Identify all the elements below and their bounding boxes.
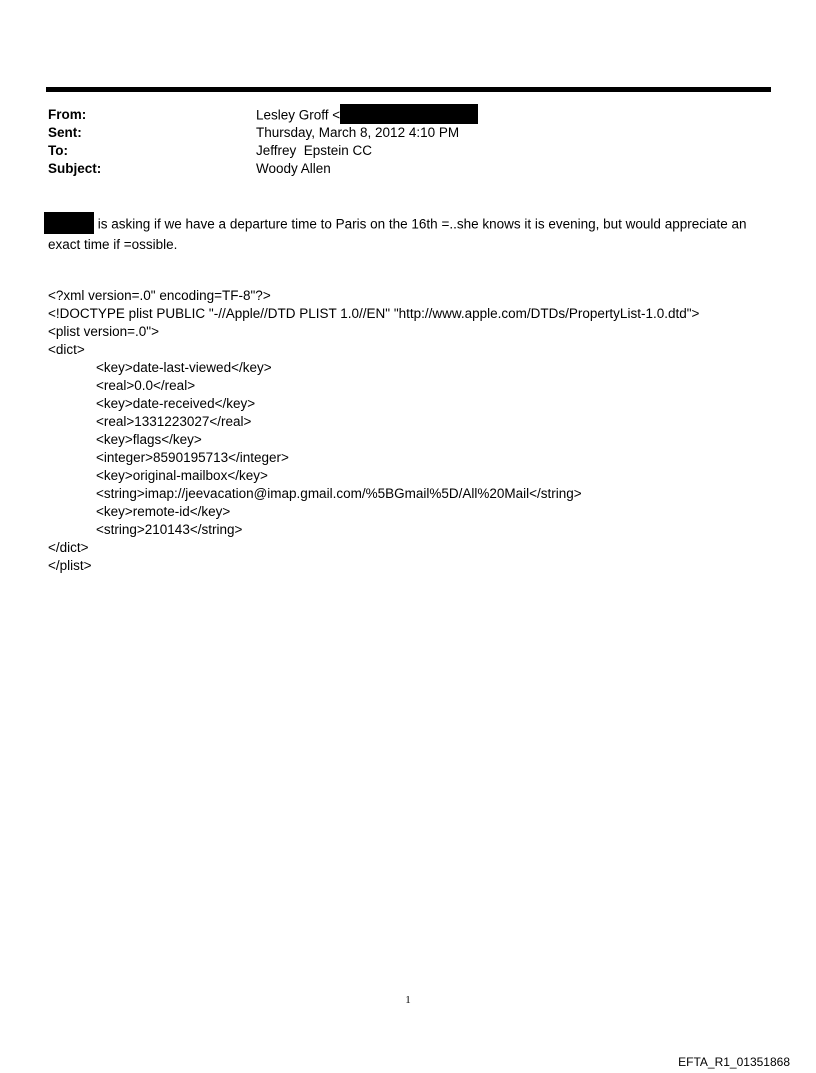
message-body bbox=[48, 214, 768, 254]
message-line-1 bbox=[48, 214, 768, 236]
message-line-1-text: is asking if we have a departure time to Paris on the 16th =..she knows it is evening, but would appreciate an bbox=[94, 216, 747, 232]
sent-row bbox=[48, 124, 748, 142]
plist-line: </dict> bbox=[48, 540, 89, 555]
to-label: To: bbox=[48, 143, 68, 158]
email-header bbox=[48, 106, 748, 178]
plist-line: <plist version=.0"> bbox=[48, 324, 159, 339]
plist-line: <?xml version=.0" encoding=TF-8"?> bbox=[48, 288, 271, 303]
plist-line: <string>imap://jeevacation@imap.gmail.com/%5BGmail%5D/All%20Mail</string> bbox=[96, 486, 582, 501]
redacted-name bbox=[44, 212, 94, 234]
plist-line: <real>1331223027</real> bbox=[96, 414, 252, 429]
plist-line: <integer>8590195713</integer> bbox=[96, 450, 289, 465]
from-value bbox=[256, 106, 478, 126]
header-divider bbox=[46, 87, 771, 92]
message-line-2: exact time if =ossible. bbox=[48, 237, 178, 252]
to-value: Jeffrey Epstein CC bbox=[256, 143, 373, 158]
plist-line: <key>remote-id</key> bbox=[96, 504, 231, 519]
plist-line: <string>210143</string> bbox=[96, 522, 243, 537]
redacted-email bbox=[340, 104, 478, 124]
subject-value: Woody Allen bbox=[256, 161, 331, 176]
document-id: EFTA_R1_01351868 bbox=[678, 1055, 790, 1069]
plist-line: </plist> bbox=[48, 558, 92, 573]
plist-line: <key>flags</key> bbox=[96, 432, 202, 447]
plist-line: <!DOCTYPE plist PUBLIC "-//Apple//DTD PLIST 1.0//EN" "http://www.apple.com/DTDs/PropertyList-1.0.dtd"> bbox=[48, 306, 700, 321]
plist-line: <key>original-mailbox</key> bbox=[96, 468, 268, 483]
sent-label: Sent: bbox=[48, 125, 82, 140]
plist-line: <real>0.0</real> bbox=[96, 378, 196, 393]
plist-line: <dict> bbox=[48, 342, 85, 357]
sent-value: Thursday, March 8, 2012 4:10 PM bbox=[256, 125, 460, 140]
from-row bbox=[48, 106, 748, 124]
plist-line: <key>date-last-viewed</key> bbox=[96, 360, 272, 375]
page-number: 1 bbox=[405, 994, 411, 1006]
to-row bbox=[48, 142, 748, 160]
from-label: From: bbox=[48, 107, 87, 122]
from-name: Lesley Groff < bbox=[256, 107, 341, 123]
subject-row bbox=[48, 160, 748, 178]
subject-label: Subject: bbox=[48, 161, 102, 176]
plist-block bbox=[48, 287, 768, 575]
plist-line: <key>date-received</key> bbox=[96, 396, 256, 411]
